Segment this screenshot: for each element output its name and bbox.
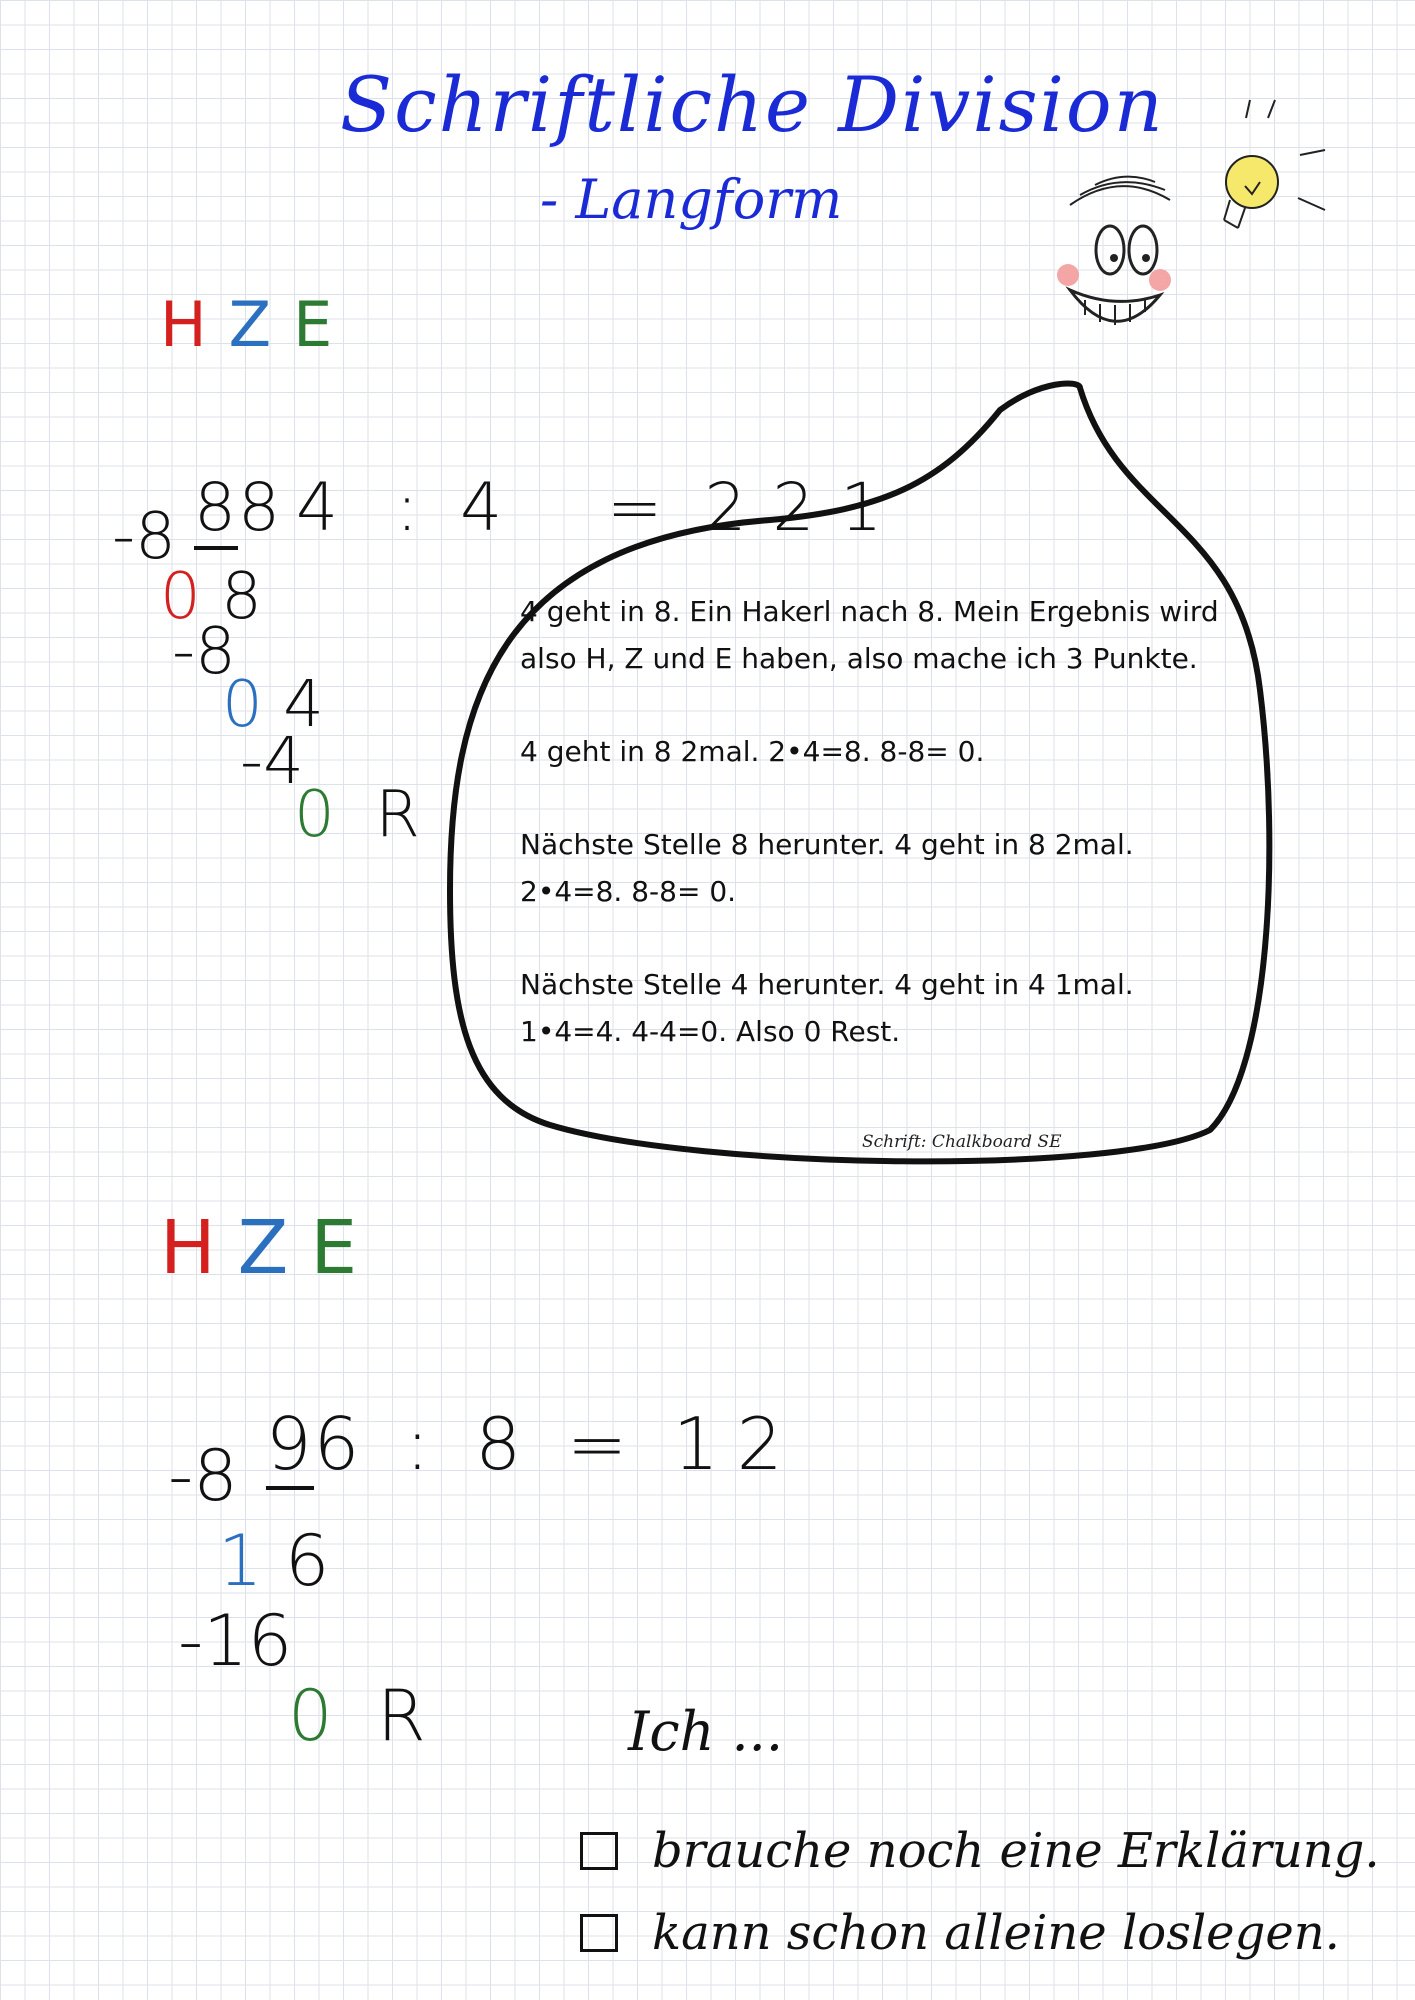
divisor: 8 xyxy=(475,1402,522,1486)
selfcheck-option-2[interactable] xyxy=(580,1905,1340,1961)
font-note: Schrift: Chalkboard SE xyxy=(862,1132,1062,1152)
step-rest: 0 xyxy=(160,560,201,634)
step-subtract-1: -8 xyxy=(168,1435,238,1517)
ones-label: E xyxy=(293,288,355,361)
hundreds-label: H xyxy=(160,1205,238,1291)
dividend-first-digit: 9 xyxy=(266,1402,314,1490)
step-row-2 xyxy=(218,1520,329,1602)
option-label: kann schon alleine loslegen. xyxy=(652,1905,1340,1961)
step-subtract-1: -8 xyxy=(112,500,176,574)
selfcheck-option-1[interactable] xyxy=(580,1823,1380,1879)
remainder-value: 0 xyxy=(288,1675,333,1757)
step-row-3 xyxy=(288,1675,426,1757)
step-rest: 0 xyxy=(222,668,263,742)
explanation-paragraph: Nächste Stelle 8 herunter. 4 geht in 8 2mal. 2•4=8. 8-8= 0. xyxy=(520,828,1134,908)
option-label: brauche noch eine Erklärung. xyxy=(652,1823,1380,1879)
page-subtitle: - Langform xyxy=(540,168,843,231)
remainder-label: R xyxy=(375,778,420,852)
explanation-paragraph: Nächste Stelle 4 herunter. 4 geht in 4 1mal. 1•4=4. 4-4=0. Also 0 Rest. xyxy=(520,968,1134,1048)
equation-2 xyxy=(220,1318,801,1486)
result: 12 xyxy=(672,1402,801,1486)
equals-sign: = xyxy=(607,469,663,546)
divisor: 4 xyxy=(460,469,503,546)
explanation-paragraph: 4 geht in 8. Ein Hakerl nach 8. Mein Ergebnis wird also H, Z und E haben, also mache ich 3 Punkte. xyxy=(520,595,1219,675)
dividend-rest: 84 xyxy=(237,469,354,546)
operator: : xyxy=(405,1402,430,1486)
explanation-text xyxy=(520,588,1220,1101)
checkbox[interactable] xyxy=(580,1914,618,1952)
step-down: 4 xyxy=(283,668,324,742)
remainder-value: 0 xyxy=(294,778,335,852)
checkbox[interactable] xyxy=(580,1832,618,1870)
place-value-header-2 xyxy=(160,1205,379,1291)
step-subtract-2: -16 xyxy=(178,1600,293,1682)
step-rest: 1 xyxy=(218,1520,263,1602)
light-bulb-icon xyxy=(1190,90,1350,250)
step-down: 8 xyxy=(221,560,262,634)
equals-sign: = xyxy=(566,1402,628,1486)
remainder-label: R xyxy=(377,1675,426,1757)
equation-1 xyxy=(152,392,908,546)
ones-label: E xyxy=(310,1205,380,1291)
step-row-4 xyxy=(294,778,420,852)
explanation-paragraph: 4 geht in 8 2mal. 2•4=8. 8-8= 0. xyxy=(520,735,985,768)
dividend-first-digit: 8 xyxy=(194,469,238,550)
tens-label: Z xyxy=(228,288,294,361)
tens-label: Z xyxy=(237,1205,311,1291)
step-down: 6 xyxy=(284,1520,330,1602)
page-title: Schriftliche Division xyxy=(340,60,1165,149)
place-value-header-1 xyxy=(160,288,354,361)
hundreds-label: H xyxy=(160,288,229,361)
operator: : xyxy=(395,469,419,546)
dividend-rest: 6 xyxy=(313,1402,360,1486)
selfcheck-prompt: Ich ... xyxy=(628,1700,784,1763)
result: 221 xyxy=(704,469,909,546)
step-subtract-2: -8 xyxy=(172,615,236,689)
step-subtract-3: -4 xyxy=(240,725,304,799)
